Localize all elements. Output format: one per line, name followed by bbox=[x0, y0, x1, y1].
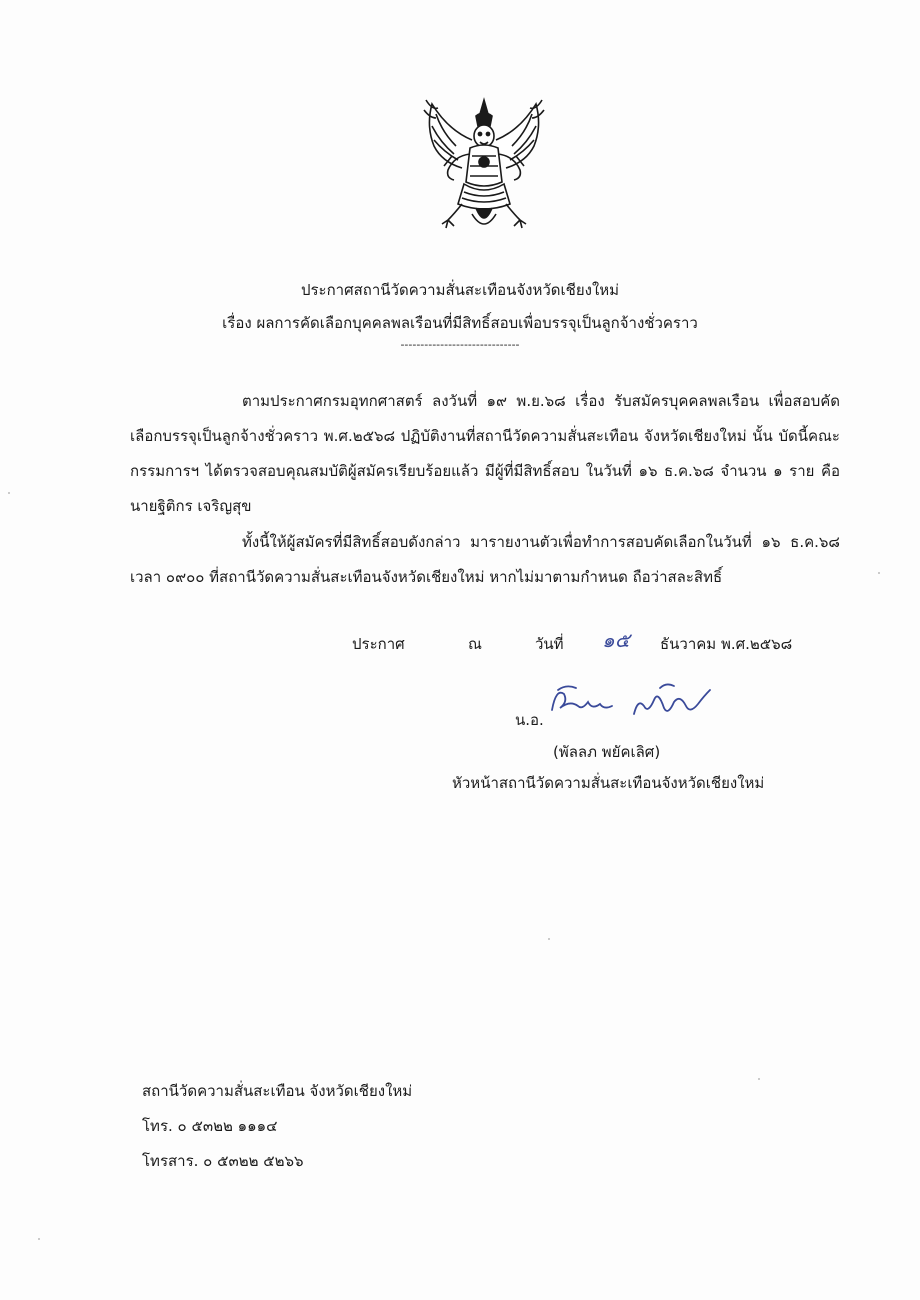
rank-label: น.อ. bbox=[515, 711, 544, 729]
body-paragraph-1: ตามประกาศกรมอุทกศาสตร์ ลงวันที่ ๑๙ พ.ย.๖๘ เรื่อง รับสมัครบุคคลพลเรือน เพื่อสอบคัดเลือกบรรจุเป็นลูกจ้างชั่วคราว พ.ศ.๒๕๖๘ ปฏิบัติงานที่สถานีวัดความสั่นสะเทือน จังหวัดเชียงใหม่ นั้น บัดนี้คณะกรรมการฯ ได้ตรวจสอบคุณสมบัติผู้สมัครเรียบร้อยแล้ว มีผู้ที่มีสิทธิ์สอบ ในวันที่ ๑๖ ธ.ค.๖๘ จำนวน ๑ ราย คือ นายฐิติกร เจริญสุข bbox=[130, 392, 840, 515]
at-label: ณ bbox=[468, 635, 482, 653]
footer-phone: โทร. ๐ ๕๓๒๒ ๑๑๑๔ bbox=[142, 1117, 278, 1135]
scan-speck bbox=[878, 572, 880, 574]
announcement-title: ประกาศสถานีวัดความสั่นสะเทือนจังหวัดเชียงใหม่ bbox=[300, 281, 620, 299]
handwritten-day: ๑๕ bbox=[602, 628, 630, 652]
scan-speck bbox=[758, 1078, 760, 1080]
scan-speck bbox=[548, 938, 550, 940]
scan-speck bbox=[38, 1238, 40, 1240]
signer-name: (พัลลภ พยัคเลิศ) bbox=[553, 743, 661, 761]
announcement-subject: เรื่อง ผลการคัดเลือกบุคคลพลเรือนที่มีสิทธิ์สอบเพื่อบรรจุเป็นลูกจ้างชั่วคราว bbox=[222, 314, 698, 332]
announced-label: ประกาศ bbox=[352, 635, 405, 653]
body-paragraph-2: ทั้งนี้ให้ผู้สมัครที่มีสิทธิ์สอบดังกล่าว มารายงานตัวเพื่อทำการสอบคัดเลือกในวันที่ ๑๖ ธ.ค.๖๘ เวลา ๐๙๐๐ ที่สถานีวัดความสั่นสะเทือนจังหวัดเชียงใหม่ หากไม่มาตามกำหนด ถือว่าสละสิทธิ์ bbox=[130, 533, 840, 586]
signer-position: หัวหน้าสถานีวัดความสั่นสะเทือนจังหวัดเชียงใหม่ bbox=[452, 774, 765, 792]
handwritten-signature bbox=[548, 680, 728, 728]
footer-office: สถานีวัดความสั่นสะเทือน จังหวัดเชียงใหม่ bbox=[142, 1082, 413, 1100]
date-label: วันที่ bbox=[535, 635, 564, 653]
month-year: ธันวาคม พ.ศ.๒๕๖๘ bbox=[660, 635, 793, 653]
footer-fax: โทรสาร. ๐ ๕๓๒๒ ๕๒๖๖ bbox=[142, 1152, 304, 1170]
divider-line: ------------------------------ bbox=[400, 338, 520, 351]
garuda-emblem-icon bbox=[418, 96, 550, 236]
scan-speck bbox=[8, 492, 10, 494]
